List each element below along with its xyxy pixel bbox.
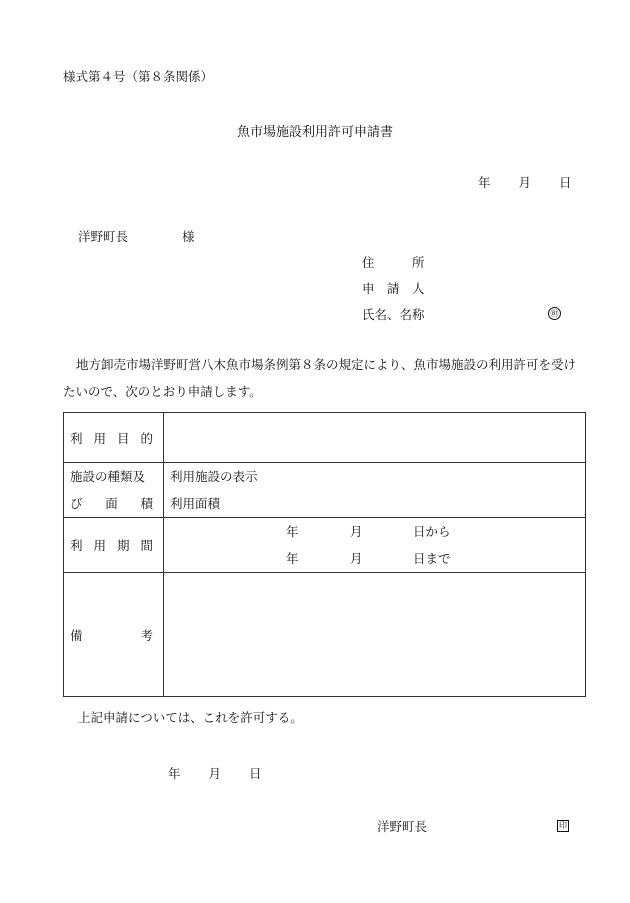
purpose-value[interactable]: [164, 413, 586, 463]
addressee-honorific: 様: [182, 229, 195, 244]
application-statement: 地方卸売市場洋野町営八木魚市場条例第８条の規定により、魚市場施設の利用許可を受けたいので、次のとおり申請します。: [63, 357, 577, 399]
approval-statement: 上記申請については、これを許可する。: [78, 710, 303, 725]
remarks-label-text: 備 考: [70, 627, 153, 643]
period-from-day: 日から: [413, 524, 451, 539]
mayor-signature-line: [377, 817, 427, 835]
approval-date-month: 月: [208, 766, 222, 781]
period-from-month: 月: [350, 524, 363, 539]
remarks-label: [64, 573, 164, 697]
approval-date-day: 日: [249, 766, 262, 781]
table-row: [64, 413, 586, 463]
applicant-seal-icon: ㊞: [548, 305, 561, 320]
date-month: 月: [518, 175, 532, 190]
purpose-label: [64, 413, 164, 463]
applicant-label: 申 請 人: [362, 281, 425, 296]
addressee-name: 洋野町長: [78, 229, 129, 244]
period-value[interactable]: [164, 518, 586, 573]
period-until-line: [164, 545, 585, 572]
approval-date: [168, 764, 262, 782]
date-day: 日: [559, 175, 572, 190]
date-year: 年: [478, 175, 491, 190]
purpose-label-text: 利 用 目 的: [70, 430, 153, 446]
facility-area-label: 利用面積: [170, 496, 221, 511]
applicant-address-label: 住 所: [362, 255, 425, 270]
application-date: [478, 173, 572, 191]
form-number: 様式第４号（第８条関係）: [63, 69, 214, 84]
mayor-name: 洋野町長: [377, 819, 428, 834]
table-row: [64, 573, 586, 697]
facility-display-label: 利用施設の表示: [170, 469, 258, 484]
period-from-line: [164, 518, 585, 545]
facility-label: [64, 463, 164, 518]
approval-date-year: 年: [168, 766, 181, 781]
period-label-text: 利 用 期 間: [70, 538, 153, 553]
applicant-name-label: 氏名、名称: [362, 307, 425, 322]
document-title: 魚市場施設利用許可申請書: [236, 125, 393, 140]
facility-label-line1: 施設の種類及: [70, 469, 146, 484]
mayor-seal-icon: 印: [559, 820, 567, 830]
period-until-month: 月: [350, 551, 363, 566]
table-row: [64, 463, 586, 518]
application-table: [63, 412, 586, 697]
facility-label-line2: び 面 積: [70, 496, 153, 511]
remarks-value[interactable]: [164, 573, 586, 697]
period-until-day: 日まで: [413, 551, 451, 566]
period-from-year: 年: [286, 524, 299, 539]
period-label: [64, 518, 164, 573]
addressee: [78, 227, 195, 245]
table-row: [64, 518, 586, 573]
period-until-year: 年: [286, 551, 299, 566]
facility-value[interactable]: [164, 463, 586, 518]
